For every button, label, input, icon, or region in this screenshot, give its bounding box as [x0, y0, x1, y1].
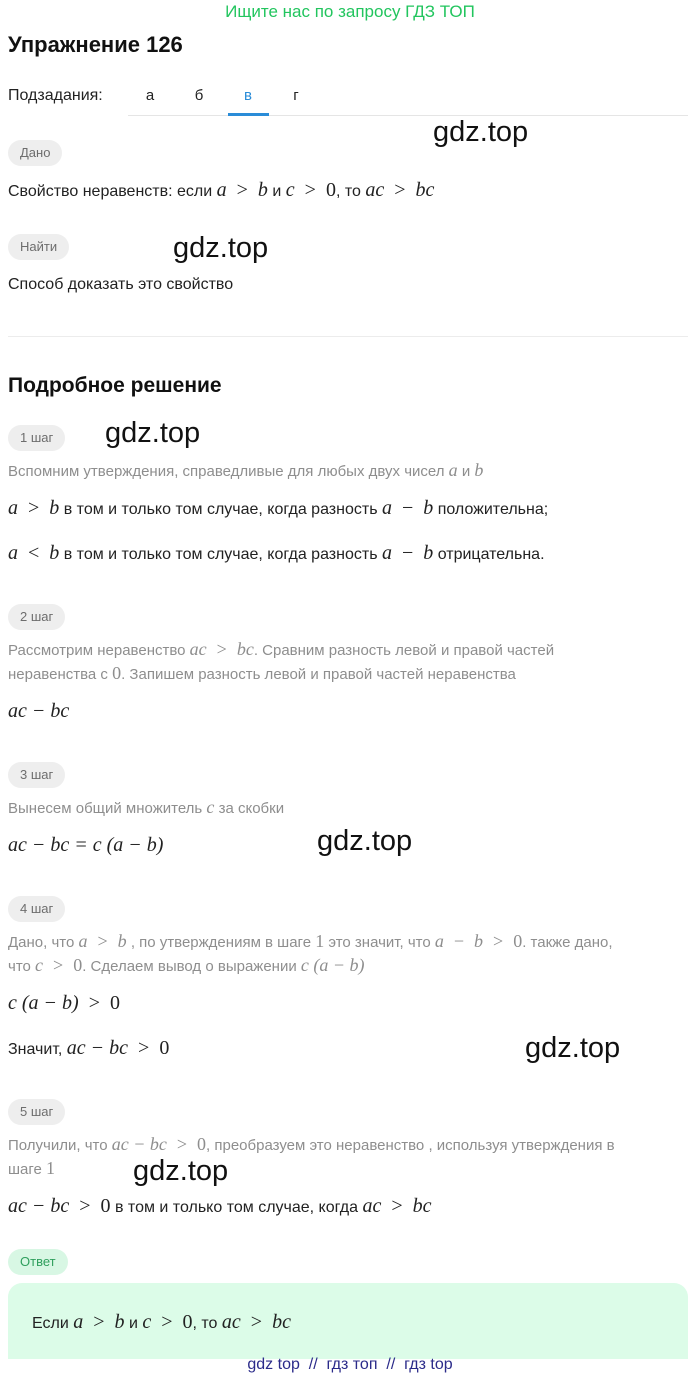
tabs-divider — [128, 115, 688, 116]
step1-chip: 1 шаг — [8, 425, 65, 451]
promo-banner: Ищите нас по запросу ГДЗ ТОП — [225, 2, 475, 21]
answer-chip: Ответ — [8, 1249, 68, 1275]
step5-note-line2: шаге 1 — [8, 1158, 56, 1178]
watermark: gdz.top — [105, 417, 201, 449]
step3-chip: 3 шаг — [8, 762, 65, 788]
step2-expression: ac − bc — [8, 700, 70, 722]
step4-expression: c (a − b) > 0 — [8, 992, 120, 1014]
tab-a[interactable]: а — [145, 87, 155, 104]
tab-g[interactable]: г — [293, 87, 299, 104]
step5-chip: 5 шаг — [8, 1099, 65, 1125]
watermark: gdz.top — [525, 1032, 621, 1064]
step2-note-line2: неравенства с 0. Запишем разность левой и правой частей неравенства — [8, 663, 516, 683]
section-divider — [8, 336, 688, 337]
step3-note: Вынесем общий множитель c за скобки — [8, 797, 285, 817]
step2-chip: 2 шаг — [8, 604, 65, 630]
given-chip: Дано — [8, 140, 62, 166]
find-text: Способ доказать это свойство — [8, 276, 234, 293]
step1-line2: a < b в том и только том случае, когда разность a − b отрицательна. — [8, 542, 545, 564]
step4-note-line2: что c > 0. Сделаем вывод о выражении c (a − b) — [8, 955, 365, 975]
step4-note-line1: Дано, что a > b , по утверждениям в шаге 1 это значит, что a − b > 0. также дано, — [8, 931, 613, 951]
step1-note: Вспомним утверждения, справедливые для любых двух чисел a и b — [8, 460, 484, 480]
watermark: gdz.top — [173, 232, 269, 264]
answer-text: Если a > b и c > 0, то ac > bc — [32, 1311, 291, 1333]
step4-conclusion: Значит, ac − bc > 0 — [8, 1037, 170, 1059]
tab-b[interactable]: б — [194, 87, 204, 104]
step5-line: ac − bc > 0 в том и только том случае, когда ac > bc — [8, 1195, 432, 1217]
subtasks-label: Подзадания: — [8, 87, 103, 104]
watermark: gdz.top — [133, 1155, 229, 1187]
step5-note-line1: Получили, что ac − bc > 0, преобразуем это неравенство , используя утверждения в — [8, 1134, 615, 1154]
step4-chip: 4 шаг — [8, 896, 65, 922]
given-statement: Свойство неравенств: если a > b и c > 0, то ac > bc — [8, 179, 435, 201]
page-title: Упражнение 126 — [8, 32, 183, 57]
watermark: gdz.top — [433, 116, 529, 148]
find-chip: Найти — [8, 234, 69, 260]
watermark: gdz.top — [317, 825, 413, 857]
solution-heading: Подробное решение — [8, 374, 222, 397]
active-tab-indicator — [228, 113, 269, 116]
step1-line1: a > b в том и только том случае, когда разность a − b положительна; — [8, 497, 549, 519]
step3-expression: ac − bc = c (a − b) — [8, 834, 164, 856]
tab-v[interactable]: в — [244, 87, 252, 104]
step2-note-line1: Рассмотрим неравенство ac > bc. Сравним разность левой и правой частей — [8, 639, 555, 659]
footer-links: gdz top // гдз топ // гдз top — [247, 1356, 453, 1373]
